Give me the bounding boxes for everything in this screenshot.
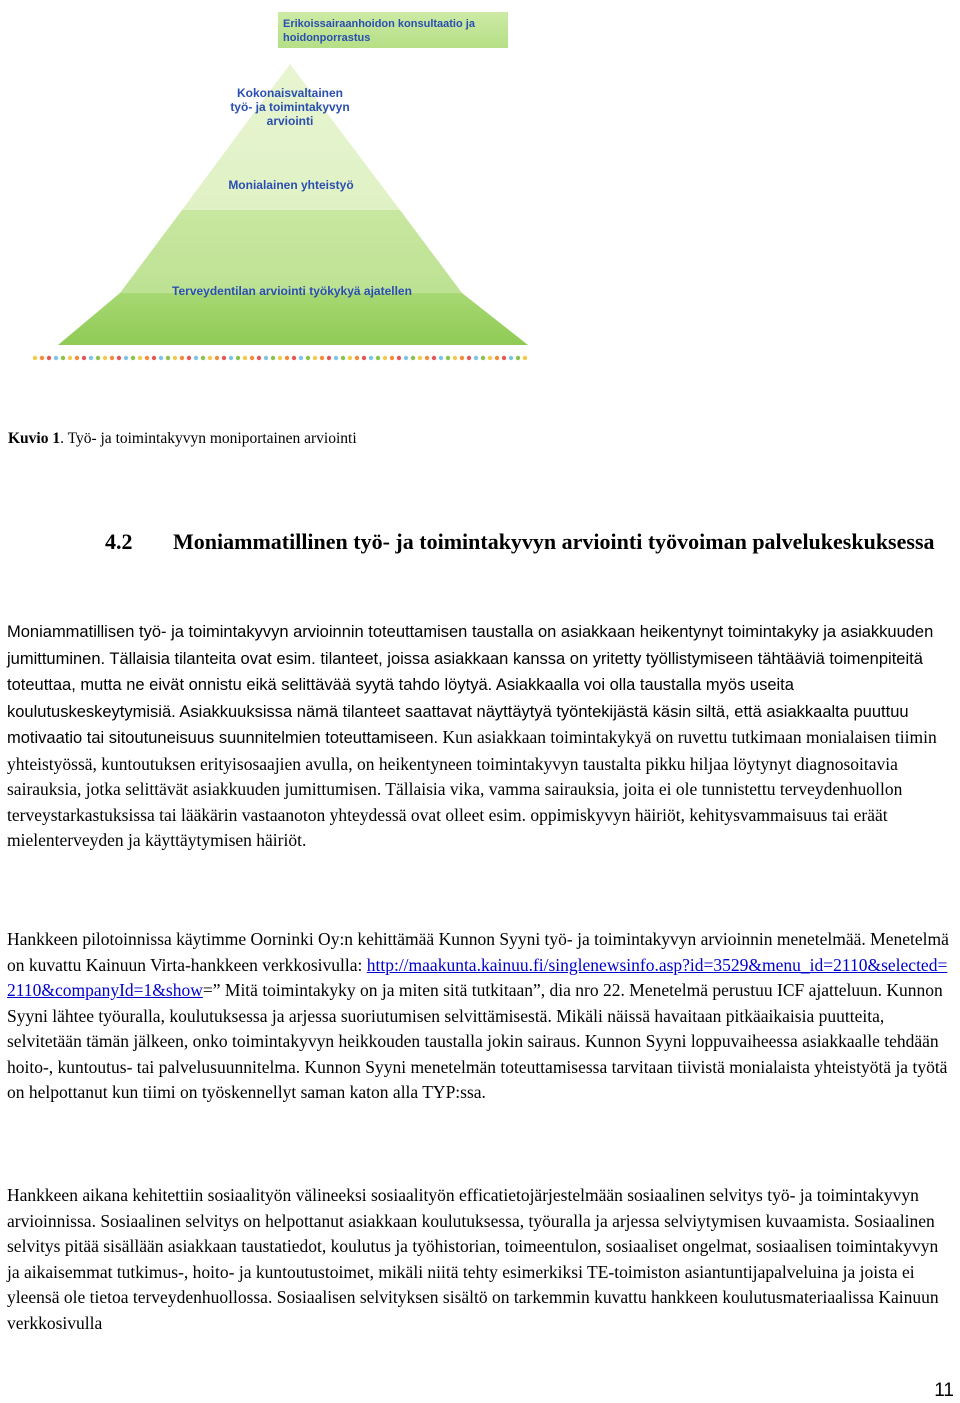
base-dot [187, 356, 191, 360]
base-dot [313, 356, 317, 360]
base-dot [145, 356, 149, 360]
base-dot [348, 356, 352, 360]
level-1-label-line-2: hoidonporrastus [283, 32, 371, 44]
base-dot [159, 356, 163, 360]
caption-label: Kuvio 1 [8, 430, 61, 447]
base-dot [103, 356, 107, 360]
base-dot [131, 356, 135, 360]
base-dot [173, 356, 177, 360]
pyramid-figure [0, 0, 560, 375]
paragraph-3-text: Hankkeen aikana kehitettiin sosiaalityön välineeksi sosiaalityön efficatietojärjestelmään sosiaalinen selvitys työ- ja toimintakyvyn arvioinnissa. Sosiaalinen selvitys on helpottanut asiakkaan koulutuksessa, työuralla ja arjessa selviytymisen kuvaamista. Sosiaalinen selvitys pitää sisällään asiakkaan taustatiedot, koulutus ja työhistorian, toimeentulon, sosiaaliset ongelmat, sosiaalisen toimintakyvyn ja aikaisemmat tutkimus-, hoito- ja kuntoutustoimet, mikäli niitä tehty esimerkiksi TE-toimiston asiantuntijapalveluina ja joista ei yleensä ole tietoa terveydenhuollossa. Sosiaalisen selvityksen sisältö on tarkemmin kuvattu hankkeen koulutusmateriaalissa Kainuun verkkosivulla [7, 1185, 939, 1333]
base-dot [362, 356, 366, 360]
base-dot [502, 356, 506, 360]
base-dot [495, 356, 499, 360]
base-dot [138, 356, 142, 360]
base-dot [390, 356, 394, 360]
base-dot [166, 356, 170, 360]
base-dot [33, 356, 37, 360]
base-dot [250, 356, 254, 360]
base-dot [306, 356, 310, 360]
paragraph-2-part-b: =” Mitä toimintakyky on ja miten sitä tutkitaan”, dia nro 22. Menetelmä perustuu ICF ajatteluun. Kunnon Syyni lähtee työuralla, koulutuksessa ja arjessa suoriutumisen selvittämisestä. Mikäli näissä havaitaan pitkäaikaisia puutteita, selvitetään tämän jälkeen, onko toimintakyvyn heikkouden taustalla jokin sairaus. Kunnon Syyni loppuvaiheessa asiakkaalle tehdään hoito-, kuntoutus- tai palvelusuunnitelma. Kunnon Syyni menetelmän toteuttamisessa tarvitaan tiivistä monialaista yhteistyötä ja työtä on helpottanut kun tiimi on työskennellyt saman katon alla TYP:ssa. [7, 980, 948, 1102]
base-dot [439, 356, 443, 360]
base-dot [376, 356, 380, 360]
pyramid-level-4 [58, 293, 528, 345]
base-dot [481, 356, 485, 360]
paragraph-2 [7, 927, 955, 1106]
base-dot [243, 356, 247, 360]
base-dot [404, 356, 408, 360]
paragraph-1-part-b: Kun asiakkaan toimintakykyä on ruvettu tutkimaan monialaisen tiimin yhteistyössä, kuntoutuksen erityisosaajien avulla, on heikentyneen toimintakyvyn taustalta pikku hiljaa löytynyt diagnosoitavia sairauksia, jotka selittävät asiakkuuden jumittumisen. Tällaisia vika, vamma sairauksia, joita ei ole tunnistettu terveydenhuollon terveystarkastuksissa tai lääkärin vastaanoton yhteydessä ovat olleet esim. oppimiskyvyn häiriöt, kehitysvammaisuus tai eräät mielenterveyden ja käyttäytymisen häiriöt. [7, 727, 937, 850]
base-dot [488, 356, 492, 360]
base-dot [278, 356, 282, 360]
base-dot [215, 356, 219, 360]
base-dot [236, 356, 240, 360]
level-2-label-line-2: työ- ja toimintakyvyn [230, 100, 350, 114]
base-dot [222, 356, 226, 360]
base-dot [68, 356, 72, 360]
level-1-label-line-1: Erikoissairaanhoidon konsultaatio ja [283, 18, 475, 30]
base-dot [474, 356, 478, 360]
base-dot [201, 356, 205, 360]
base-dot [61, 356, 65, 360]
paragraph-2-part-a: Hankkeen pilotoinnissa käytimme Oorninki Oy:n kehittämää Kunnon Syyni työ- ja toimintakyvyn arvioinnin menetelmää. Menetelmä on kuvattu Kainuun Virta-hankkeen verkkosivulla: [7, 929, 949, 975]
base-dot [425, 356, 429, 360]
base-dot [516, 356, 520, 360]
base-dot [355, 356, 359, 360]
base-dot [152, 356, 156, 360]
base-dot [397, 356, 401, 360]
base-dot [453, 356, 457, 360]
base-dot [523, 356, 527, 360]
base-dot [334, 356, 338, 360]
base-dot [257, 356, 261, 360]
base-dot [180, 356, 184, 360]
base-dot [327, 356, 331, 360]
base-dot [229, 356, 233, 360]
base-dot [110, 356, 114, 360]
base-dot [264, 356, 268, 360]
base-dot [208, 356, 212, 360]
kainuu-link[interactable]: http://maakunta.kainuu.fi/singlenewsinfo.asp?id=3529&menu_id=2110&selected=2110&companyId=1&show [7, 954, 948, 1000]
level-2-label-line-3: arviointi [266, 114, 314, 128]
base-dot [285, 356, 289, 360]
base-dot [75, 356, 79, 360]
section-number: 4.2 [105, 529, 133, 554]
base-dot [460, 356, 464, 360]
base-dot [292, 356, 296, 360]
base-dot [341, 356, 345, 360]
paragraph-3 [7, 1183, 955, 1336]
level-2-label-line-1: Kokonaisvaltainen [236, 86, 344, 100]
base-dot [40, 356, 44, 360]
base-dot [82, 356, 86, 360]
base-dot [117, 356, 121, 360]
base-dot [446, 356, 450, 360]
page-number: 11 [934, 1380, 954, 1401]
base-dot [411, 356, 415, 360]
base-dot [299, 356, 303, 360]
base-dot [509, 356, 513, 360]
section-title: Moniammatillinen työ- ja toimintakyvyn arviointi työvoiman palvelukeskuksessa [173, 529, 935, 554]
base-dot [467, 356, 471, 360]
base-dot [47, 356, 51, 360]
base-dot [54, 356, 58, 360]
pyramid-base-dots [33, 356, 527, 360]
figure-caption [8, 430, 357, 448]
base-dot [418, 356, 422, 360]
paragraph-1-part-a: Moniammatillisen työ- ja toimintakyvyn arvioinnin toteuttamisen taustalla on asiakkaan heikentynyt toimintakyky ja asiakkuuden jumittuminen. Tällaisia tilanteita ovat esim. tilanteet, joissa asiakkaan kanssa on yritetty työllistymiseen tähtääviä toimenpiteitä toteuttaa, mutta ne eivät onnistu eikä selittävää syytä tahdo löytyä. Asiakkaalla voi olla taustalla myös useita koulutuskeskeytymisiä. Asiakkuuksissa nämä tilanteet saattavat näyttäytyä työntekijästä käsin siltä, että asiakkaalta puuttuu motivaatio tai sitoutuneisuus suunnitelmien toteuttamiseen. [7, 623, 934, 747]
paragraph-1 [7, 619, 955, 854]
base-dot [96, 356, 100, 360]
base-dot [89, 356, 93, 360]
level-3-label: Monialainen yhteistyö [228, 178, 354, 192]
pyramid-level-3 [120, 210, 462, 293]
base-dot [369, 356, 373, 360]
base-dot [320, 356, 324, 360]
base-dot [271, 356, 275, 360]
caption-text: . Työ- ja toimintakyvyn moniportainen arviointi [60, 430, 357, 447]
base-dot [194, 356, 198, 360]
level-4-label: Terveydentilan arviointi työkykyä ajatellen [172, 284, 412, 298]
base-dot [383, 356, 387, 360]
base-dot [432, 356, 436, 360]
base-dot [124, 356, 128, 360]
